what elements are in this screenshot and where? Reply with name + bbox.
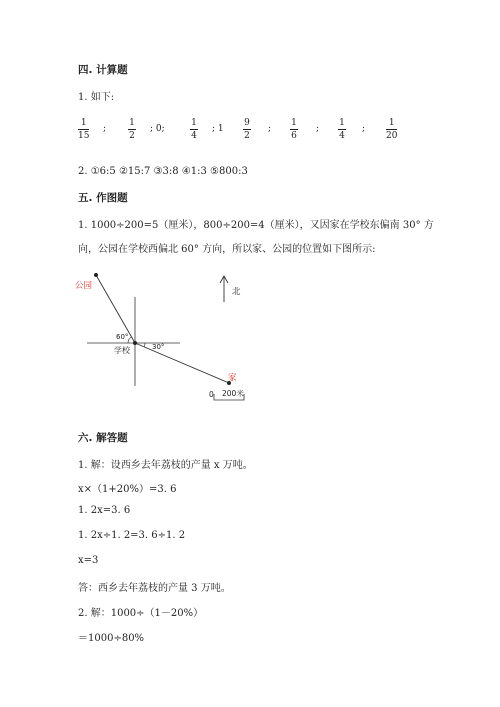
fraction-denominator: 2 [244,131,250,141]
answer-line: x=3 [78,555,99,566]
fraction-denominator: 20 [386,131,398,141]
separator: ; 0; [150,124,165,134]
park-point [94,273,98,277]
answer-line: 1. 解：设西乡去年荔枝的产量 x 万吨。 [78,460,253,471]
drawing-explanation-line-2: 向，公园在学校西偏北 60° 方向，所以家、公园的位置如下图所示: [78,244,376,255]
school-point [133,341,137,345]
fraction-denominator: 2 [129,131,135,141]
separator: ; [103,124,107,134]
fraction-denominator: 4 [191,131,197,141]
drawing-explanation-line-1: 1. 1000÷200=5（厘米），800÷200=4（厘米），又因家在学校东偏南 30° 方 [78,220,434,231]
fraction-numerator: 1 [191,118,197,128]
fraction-numerator: 1 [80,118,87,128]
answer-line: 答：西乡去年荔枝的产量 3 万吨。 [78,583,231,594]
section-4-title: 四. 计算题 [78,64,128,76]
angle-30-label: 30° [152,343,165,351]
fraction-denominator: 4 [339,131,345,141]
separator: ; [268,124,272,134]
fraction-numerator: 9 [244,118,250,128]
section-6-title: 六. 解答题 [78,432,128,444]
angle-30-arc [144,343,145,347]
separator: ; [316,124,320,134]
answer-line: ＝1000÷80% [78,633,145,644]
answer-line: 1. 2x=3. 6 [78,505,131,516]
school-home-line [135,343,229,383]
school-label: 学校 [114,346,130,355]
separator: ; [362,124,366,134]
home-label: 家 [228,373,237,383]
north-label: 北 [232,287,241,297]
scale-length-label: 200米 [222,389,244,398]
answer-line: 2. 解：1000÷（1－20%） [78,608,204,619]
fraction-numerator: 1 [339,118,345,128]
scale-zero-label: 0 [209,390,214,399]
angle-60-arc [128,337,132,343]
fraction-denominator: 15 [78,131,90,141]
fraction-denominator: 6 [291,131,297,141]
question-1-label: 1. 如下: [78,92,115,103]
question-2-ratios: 2. ①6:5 ②15:7 ③3:8 ④1:3 ⑤800:3 [78,166,248,177]
section-5-title: 五. 作图题 [78,192,128,204]
answer-line: 1. 2x÷1. 2=3. 6÷1. 2 [78,530,186,541]
fraction-numerator: 1 [291,118,297,128]
separator: ; 1 [212,124,224,134]
fraction-numerator: 1 [388,118,395,128]
answer-line: x×（1+20%）=3. 6 [78,484,177,495]
angle-60-label: 60° [116,333,129,341]
fraction-numerator: 1 [129,118,135,128]
park-label: 公园 [75,281,93,291]
